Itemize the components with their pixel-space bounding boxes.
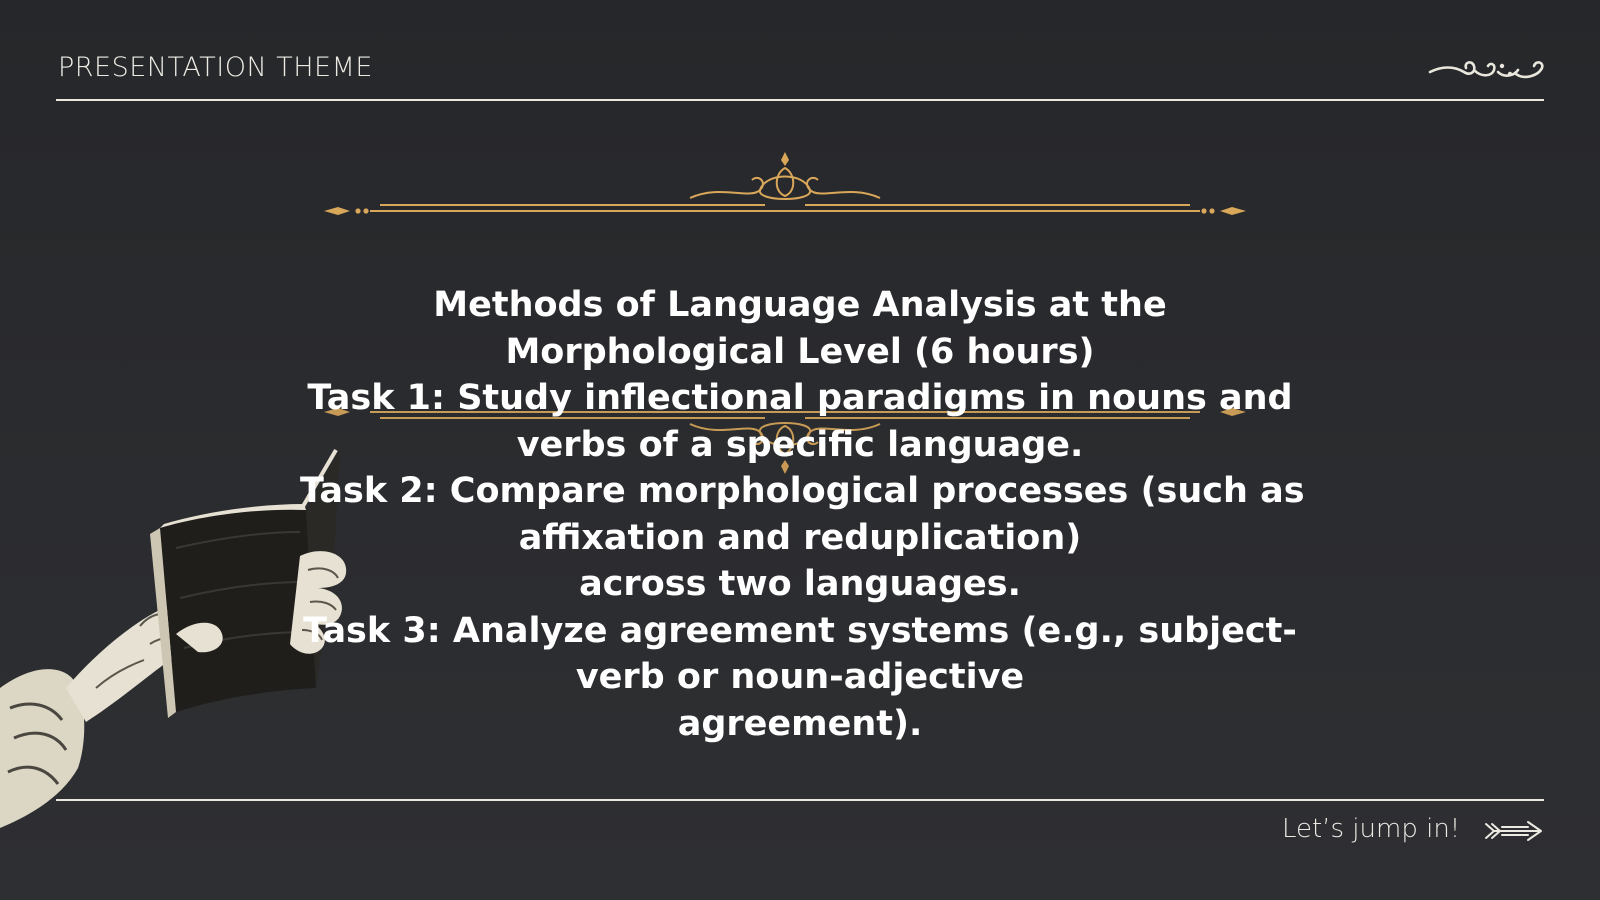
flourish-swirl-icon	[1428, 52, 1546, 88]
body-line: verb or noun-adjective	[575, 657, 1025, 697]
slide-body-text	[300, 282, 1305, 747]
body-line: affixation and reduplication)	[518, 517, 1082, 558]
top-divider	[56, 99, 1544, 101]
body-line: Morphological Level (6 hours)	[505, 331, 1095, 372]
presentation-theme-label: PRESENTATION THEME	[58, 52, 373, 83]
body-line: agreement).	[677, 703, 923, 744]
cta-label[interactable]: Let’s jump in!	[1282, 814, 1461, 844]
arrow-right-icon[interactable]	[1484, 816, 1544, 846]
body-line: Task 2: Compare morphological processes (such as	[300, 471, 1305, 511]
body-line: across two languages.	[579, 564, 1021, 604]
body-line: Task 1: Study inflectional paradigms in nouns and	[307, 378, 1293, 418]
body-line: Methods of Language Analysis at the	[433, 285, 1167, 325]
body-line: Task 3: Analyze agreement systems (e.g., subject-	[303, 610, 1297, 651]
bottom-divider	[56, 799, 1544, 801]
body-line: verbs of a specific language.	[516, 424, 1084, 465]
baroque-divider-ornament	[320, 148, 1250, 228]
